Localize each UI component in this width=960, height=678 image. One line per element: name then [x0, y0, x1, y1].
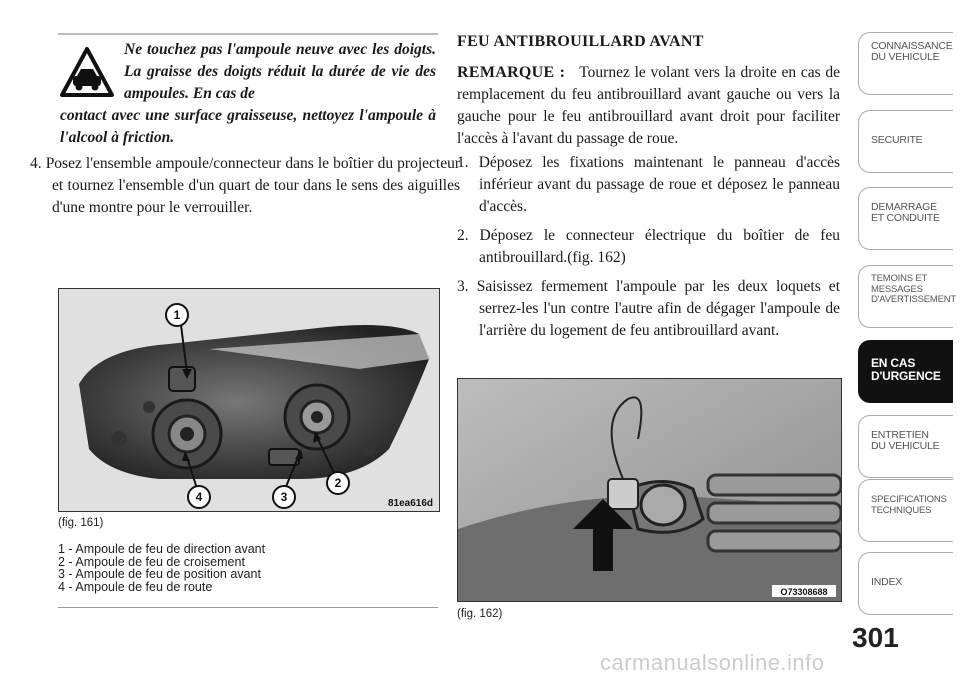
tab-connaissance-du-vehicule[interactable] [858, 32, 953, 95]
legend-item-2: 2 - Ampoule de feu de croisement [58, 554, 245, 569]
section-heading: FEU ANTIBROUILLARD AVANT [457, 33, 704, 50]
headlamp-illustration [59, 289, 439, 511]
tab-label: EN CAS D'URGENCE [871, 356, 941, 383]
note-label: REMARQUE : [457, 64, 566, 81]
step-2: 2. Déposez le connecteur électrique du boîtier de feu antibrouillard.(fig. 162) [457, 227, 840, 266]
warning-top-rule [58, 33, 438, 35]
step-3: 3. Saisissez fermement l'ampoule par les deux loquets et serrez-les l'un contre l'autre afin de dégager l'ampoule de l'arrière du logement de feu antibrouillard avant. [457, 278, 840, 339]
step-4: 4. Posez l'ensemble ampoule/connecteur dans le boîtier du projecteur et tournez l'ensemble d'un quart de tour dans le sens des aiguilles d'une montre pour le verrouiller. [30, 155, 460, 216]
tab-index[interactable] [858, 552, 953, 615]
warning-text-tail: contact avec une surface graisseuse, nettoyez l'ampoule à l'alcool à friction. [60, 107, 436, 146]
tab-demarrage-et-conduite[interactable] [858, 187, 953, 250]
legend-item-4: 4 - Ampoule de feu de route [58, 579, 213, 594]
tab-label: SECURITE [871, 134, 923, 146]
tab-en-cas-d-urgence[interactable] [858, 340, 953, 403]
tab-label: ENTRETIEN DU VEHICULE [871, 429, 940, 452]
figure-161-code: 81ea616d [387, 498, 433, 509]
tab-label: SPECIFICATIONS TECHNIQUES [871, 494, 947, 516]
tab-label: DEMARRAGE ET CONDUITE [871, 201, 940, 224]
note-paragraph [457, 62, 840, 150]
tab-temoins-et-messages[interactable] [858, 265, 957, 328]
warning-triangle-icon [58, 43, 116, 101]
tab-securite[interactable] [858, 110, 953, 173]
tab-label: CONNAISSANCE DU VEHICULE [871, 40, 953, 63]
callout-2: 2 [334, 476, 342, 490]
legend-item-1: 1 - Ampoule de feu de direction avant [58, 542, 266, 556]
figure-161 [58, 288, 440, 512]
watermark: carmanualsonline.info [600, 650, 825, 675]
note-text: Tournez le volant vers la droite en cas de remplacement du feu antibrouillard avant gauche ou vers la gauche pour le feu antibrouillard avant droit pour faciliter l'accès à l'avant du passage de roue. [457, 64, 840, 147]
legend-item-3: 3 - Ampoule de feu de position avant [58, 567, 261, 582]
page-number: 301 [852, 622, 899, 653]
figure-161-legend [58, 543, 438, 593]
callout-1: 1 [173, 308, 181, 322]
step-1: 1. Déposez les fixations maintenant le panneau d'accès inférieur avant du passage de roue et déposez le panneau d'accès. [457, 154, 840, 215]
tab-entretien-du-vehicule[interactable] [858, 415, 953, 478]
legend-bottom-rule [58, 607, 438, 608]
callout-3: 3 [280, 490, 288, 504]
figure-162-caption: (fig. 162) [457, 608, 503, 620]
warning-text-lead: Ne touchez pas l'ampoule neuve avec les doigts. La graisse des doigts réduit la durée de vie des ampoules. En cas de [124, 41, 436, 102]
fog-lamp-illustration [458, 379, 841, 601]
tab-specifications-techniques[interactable] [858, 479, 953, 542]
tab-label: INDEX [871, 576, 903, 588]
figure-161-caption: (fig. 161) [58, 517, 104, 529]
figure-162-code: O73308688 [780, 587, 828, 597]
tab-label: TEMOINS ET MESSAGES D'AVERTISSEMENT [871, 273, 957, 305]
figure-162 [457, 378, 842, 602]
callout-4: 4 [195, 490, 203, 504]
